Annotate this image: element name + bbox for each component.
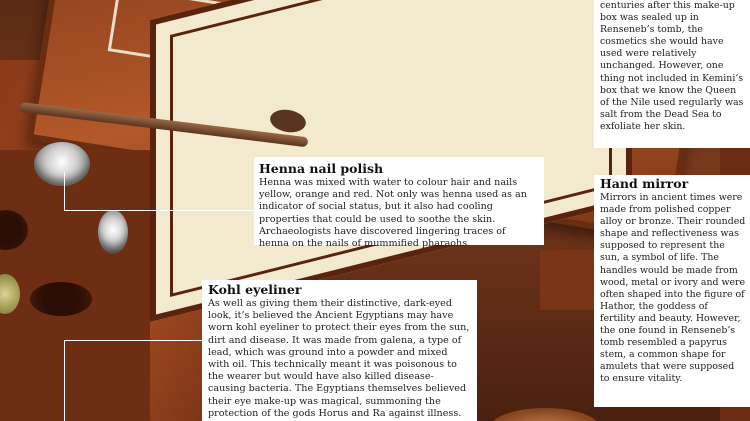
box-leg	[540, 250, 600, 310]
henna-leader-line	[64, 210, 254, 211]
mirror-body: Mirrors in ancient times were made from polished copper alloy or bronze. Their rounded shape and reflectiveness was supposed to represent the sun, a symbol of life. The handles would be made from wood, metal or ivory and were often shaped into the figure of Hathor, the goddess of fertility and beauty. However, the one found in Renseneb’s tomb resembled a papyrus stem, a common shape for amulets that were supposed to ensure vitality.	[600, 192, 746, 385]
intro-body: centuries after this make-up box was sealed up in Renseneb’s tomb, the cosmetics she would have used were relatively unchanged. However, one thing not included in Kemini’s box that we know the Queen of the Nile used regularly was salt from the Dead Sea to exfoliate her skin.	[600, 0, 744, 132]
hand-mirror	[490, 408, 600, 421]
silver-jar	[34, 142, 90, 186]
kohl-title: Kohl eyeliner	[208, 282, 302, 297]
mirror-title: Hand mirror	[600, 176, 689, 191]
henna-leader-line	[64, 172, 65, 210]
silver-jar	[98, 210, 128, 254]
henna-body: Henna was mixed with water to colour hair and nails yellow, orange and red. Not only was henna used as an indicator of social status, but it also had cooling properties that could be used to soothe the skin. Archaeologists have discovered lingering traces of henna on the nails of mummified pharaohs.	[259, 177, 527, 250]
intro-text-panel	[594, 0, 750, 148]
henna-title: Henna nail polish	[259, 161, 384, 176]
kohl-body: As well as giving them their distinctive, dark-eyed look, it’s believed the Ancient Egyptians may have worn kohl eyeliner to protect their eyes from the sun, dirt and disease. It was made from galena, a type of lead, which was ground into a powder and mixed with oil. This technically meant it was poisonous to the wearer but would have also killed disease-causing bacteria. The Egyptians themselves believed their eye make-up was magical, summoning the protection of the gods Horus and Ra against illness.	[208, 298, 470, 419]
kohl-callout	[202, 280, 477, 421]
henna-callout	[254, 157, 544, 250]
kohl-leader-line	[64, 340, 65, 421]
kohl-leader-line	[64, 340, 202, 341]
jar-socket	[30, 282, 92, 316]
mirror-callout	[594, 175, 750, 407]
